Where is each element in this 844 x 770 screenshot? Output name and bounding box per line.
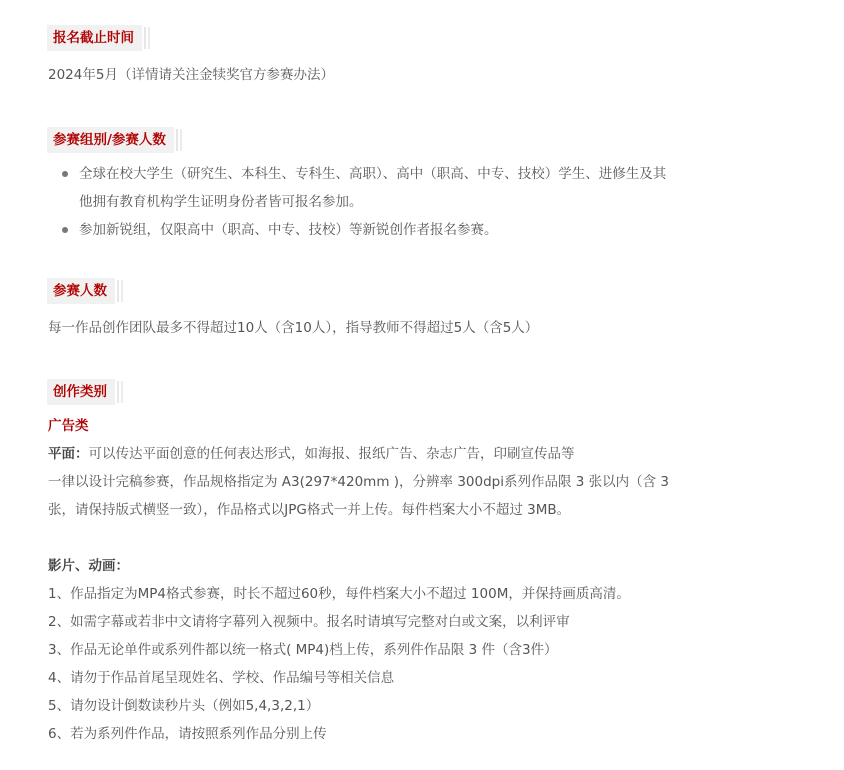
list-item-line: 参加新锐组，仅限高中（职高、中专、技校）等新锐创作者报名参赛。 [79, 222, 498, 238]
print-line-1 [48, 440, 738, 468]
bullet-icon [62, 227, 68, 233]
print-desc: 可以传达平面创意的任何表达形式，如海报、报纸广告、杂志广告，印刷宣传品等 [88, 446, 575, 462]
list-item [79, 160, 738, 216]
video-title: 影片、动画： [48, 558, 129, 574]
section-heading-categories: 创作类别 [47, 379, 115, 405]
list-item [79, 216, 738, 244]
groups-list-wrap [48, 160, 738, 244]
categories-body [48, 412, 738, 748]
team-size-text: 每一作品创作团队最多不得超过10人（含10人），指导教师不得超过5人（含5人） [48, 320, 539, 336]
print-label: 平面： [48, 446, 89, 462]
video-rule: 4、请勿于作品首尾呈现姓名、学校、作品编号等相关信息 [48, 670, 395, 686]
section-team-size [48, 277, 738, 305]
spacer [48, 524, 738, 552]
groups-list [48, 160, 738, 244]
video-rule: 1、作品指定为MP4格式参赛，时长不超过60秒，每件档案大小不超过 100M，并保持画质高清。 [48, 586, 630, 602]
print-line-3: 张，请保持版式横竖一致），作品格式以JPG格式一并上传。每件档案大小不超过 3MB。 [48, 502, 571, 518]
ad-category-title: 广告类 [48, 418, 89, 434]
video-rule: 5、请勿设计倒数读秒片头（例如5,4,3,2,1） [48, 698, 320, 714]
list-item-line: 全球在校大学生（研究生、本科生、专科生、高职）、高中（职高、中专、技校）学生、进修生及其 [79, 166, 667, 182]
section-groups [48, 126, 738, 154]
section-heading-deadline: 报名截止时间 [47, 25, 142, 51]
video-rule: 6、若为系列件作品，请按照系列作品分别上传 [48, 726, 327, 742]
bullet-icon [62, 171, 68, 177]
section-heading-team-size: 参赛人数 [47, 278, 115, 304]
section-deadline-body [48, 61, 738, 89]
video-rule: 2、如需字幕或若非中文请将字幕列入视频中。报名时请填写完整对白或文案，以利评审 [48, 614, 570, 630]
section-deadline [48, 24, 738, 52]
print-line-2: 一律以设计完稿参赛，作品规格指定为 A3(297*420mm )，分辨率 300dpi系列作品限 3 张以内（含 3 [48, 474, 670, 490]
list-item-line: 他拥有教育机构学生证明身份者皆可报名参加。 [79, 194, 363, 210]
section-team-size-body [48, 314, 738, 342]
video-rule: 3、作品无论单件或系列件都以统一格式( MP4)档上传，系列件作品限 3 件（含3件） [48, 642, 558, 658]
section-heading-groups: 参赛组别/参赛人数 [47, 127, 174, 153]
deadline-text: 2024年5月（详情请关注金犊奖官方参赛办法） [48, 67, 334, 83]
section-categories [48, 378, 738, 406]
